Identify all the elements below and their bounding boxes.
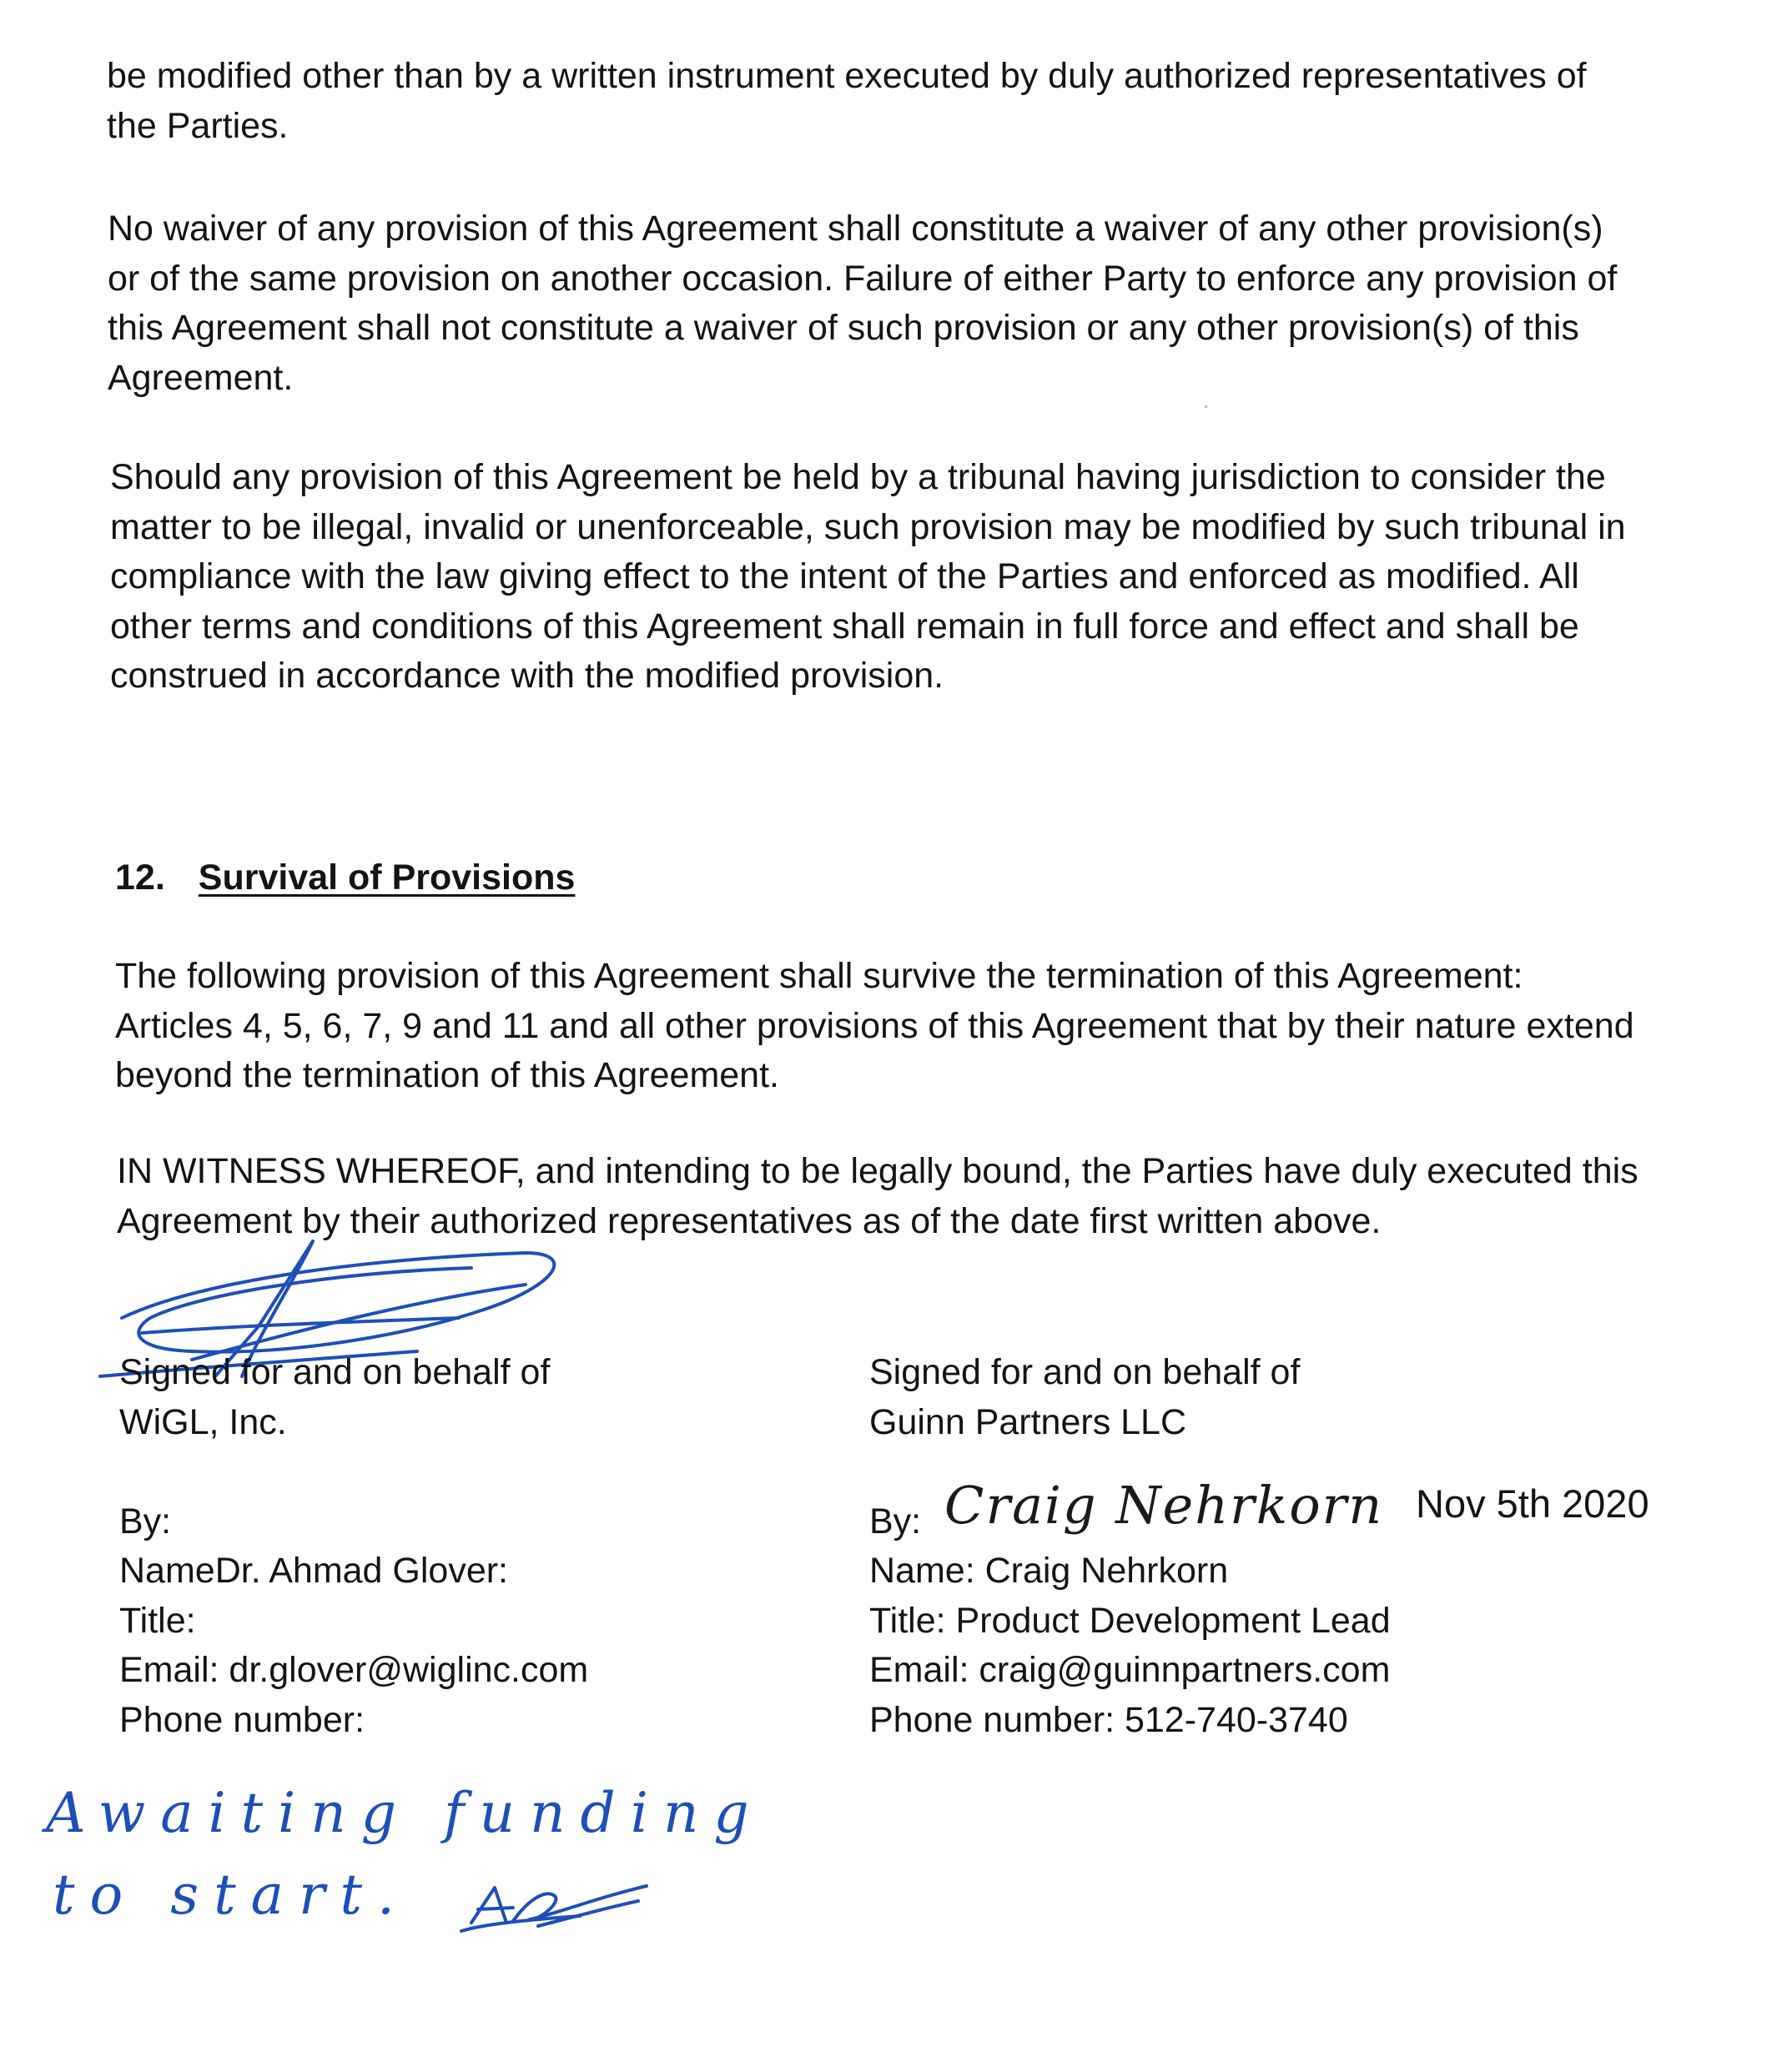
text-line: be modified other than by a written instrument executed by duly authorized representatives of (107, 56, 1587, 96)
by-label: By: (119, 1501, 172, 1542)
note-line: to start. (53, 1863, 410, 1927)
text-line: IN WITNESS WHEREOF, and intending to be legally bound, the Parties have duly executed this (117, 1151, 1638, 1191)
email-line: Email: dr.glover@wiglinc.com (119, 1650, 589, 1690)
section-title: Survival of Provisions (198, 858, 576, 898)
paragraph-survival (115, 952, 1634, 1101)
note-line: Awaiting funding (46, 1781, 764, 1845)
signed-for-label: Signed for and on behalf of (869, 1352, 1301, 1392)
text-line: Agreement. (108, 357, 294, 398)
scan-speck (1205, 405, 1207, 408)
phone-line: Phone number: 512-740-3740 (869, 1699, 1348, 1740)
text-line: this Agreement shall not constitute a waiver of such provision or any other provision(s) of this (108, 308, 1579, 348)
text-line: or of the same provision on another occasion. Failure of either Party to enforce any provision of (108, 258, 1618, 299)
text-line: Agreement by their authorized representatives as of the date first written above. (117, 1200, 1382, 1241)
company-name: Guinn Partners LLC (869, 1401, 1187, 1442)
guinn-signature: Craig Nehrkorn (944, 1475, 1384, 1536)
company-name: WiGL, Inc. (119, 1401, 287, 1442)
email-line: Email: craig@guinnpartners.com (869, 1650, 1391, 1690)
name-line: NameDr. Ahmad Glover: (119, 1551, 509, 1591)
text-line: construed in accordance with the modified provision. (110, 656, 944, 696)
signatory-guinn (869, 1348, 1391, 1745)
text-line: Articles 4, 5, 6, 7, 9 and 11 and all other provisions of this Agreement that by their nature extend (115, 1005, 1634, 1046)
paragraph-witness (117, 1147, 1638, 1246)
section-number: 12. (115, 858, 165, 898)
by-label: By: (869, 1501, 922, 1542)
section-heading (115, 852, 575, 903)
phone-line: Phone number: (119, 1699, 365, 1740)
signature-date: Nov 5th 2020 (1416, 1481, 1649, 1526)
signatory-wigl (119, 1348, 588, 1745)
paragraph-severability (110, 453, 1626, 702)
initials-scribble (455, 1873, 655, 1939)
text-line: other terms and conditions of this Agreement shall remain in full force and effect and shall be (110, 606, 1579, 646)
text-line: Should any provision of this Agreement be held by a tribunal having jurisdiction to consider the (110, 457, 1606, 497)
text-line: beyond the termination of this Agreement. (115, 1055, 779, 1095)
paragraph-waiver (108, 204, 1617, 403)
text-line: compliance with the law giving effect to the intent of the Parties and enforced as modified. All (110, 556, 1579, 596)
handwritten-note (46, 1773, 764, 1936)
text-line: the Parties. (107, 105, 289, 146)
signed-for-label: Signed for and on behalf of (119, 1352, 551, 1392)
title-line: Title: (119, 1600, 196, 1641)
paragraph-modification (107, 52, 1587, 151)
text-line: matter to be illegal, invalid or unenforceable, such provision may be modified by such tribunal in (110, 506, 1626, 547)
text-line: No waiver of any provision of this Agreement shall constitute a waiver of any other provision(s) (108, 209, 1603, 249)
title-line: Title: Product Development Lead (869, 1600, 1391, 1641)
name-line: Name: Craig Nehrkorn (869, 1551, 1229, 1591)
text-line: The following provision of this Agreement shall survive the termination of this Agreement: (115, 956, 1523, 996)
